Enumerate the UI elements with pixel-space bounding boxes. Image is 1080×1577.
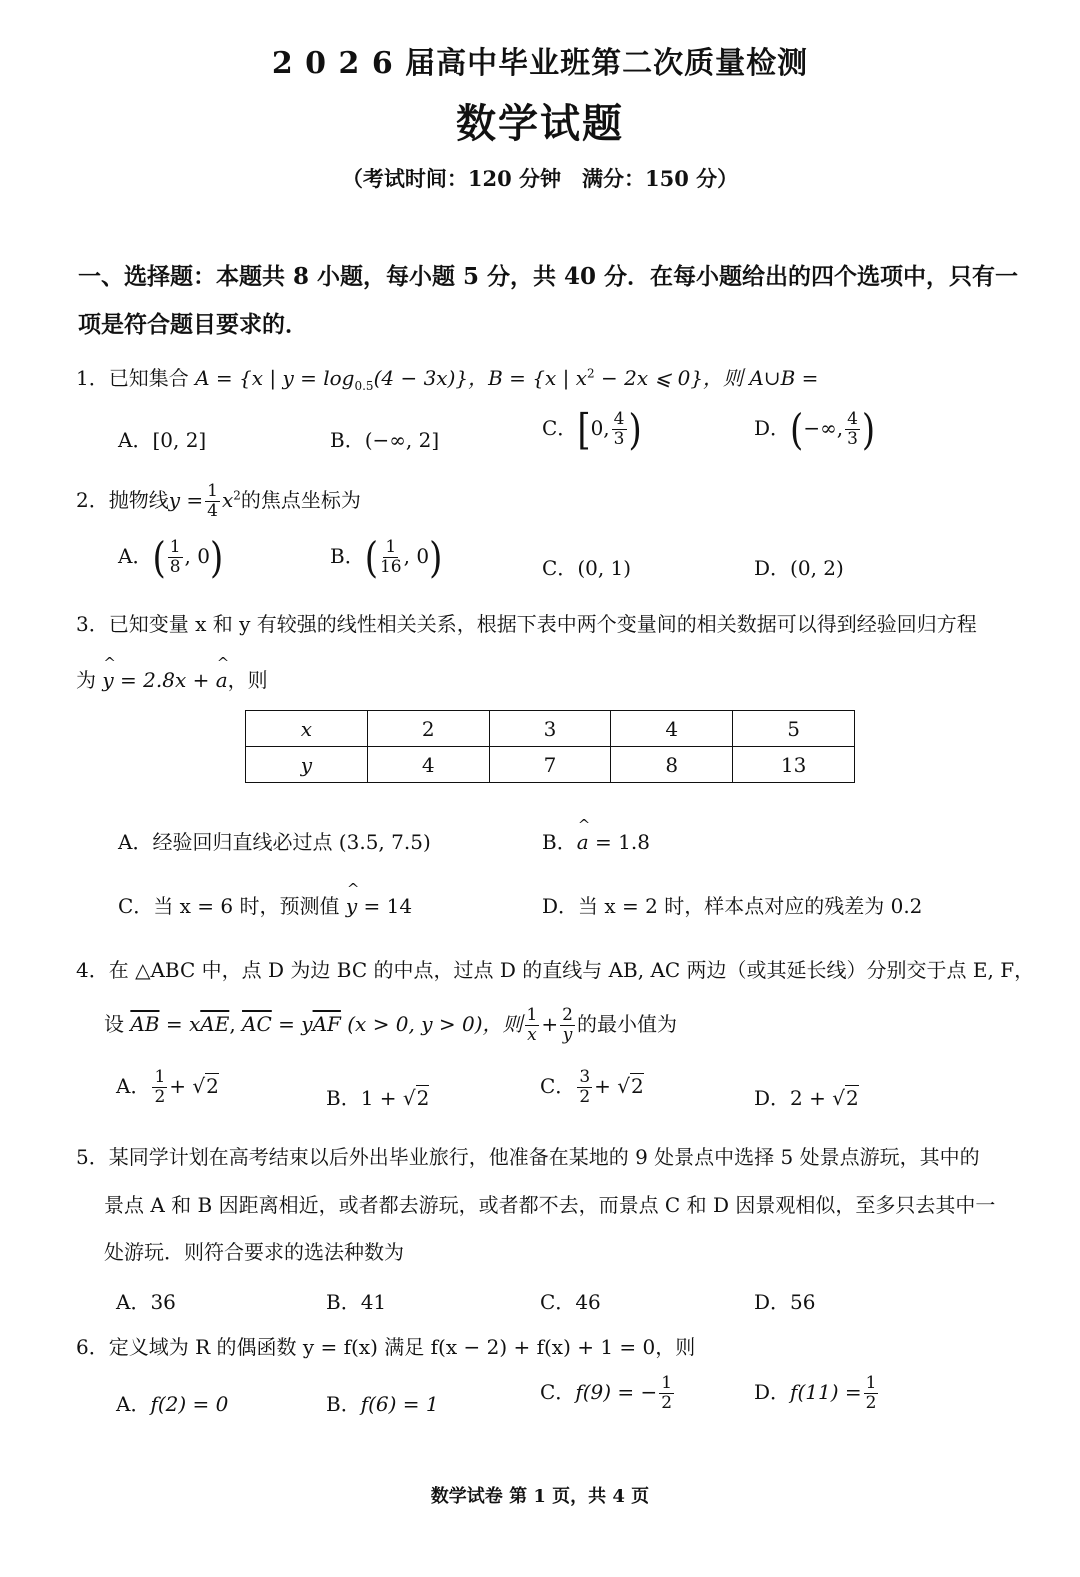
stem-text: 某同学计划在高考结束以后外出毕业旅行，他准备在某地的 9 处景点中选择 5 处景点游玩，其中的 bbox=[108, 1145, 980, 1169]
fraction: $\frac{1}{2}$ bbox=[661, 1373, 673, 1413]
vector-ae: $\overline{AE}$ bbox=[200, 1012, 230, 1036]
radicand: 2 bbox=[631, 1074, 644, 1098]
stem-text: 设 bbox=[104, 1012, 131, 1036]
q1-option-c[interactable]: C．[0, $\frac{4}{3}$ ) bbox=[542, 404, 642, 455]
q5-option-d[interactable] bbox=[754, 1286, 816, 1315]
option-label: B． bbox=[326, 1290, 361, 1314]
table-cell: 2 bbox=[367, 711, 489, 747]
q1-option-d[interactable]: D．(−∞, $\frac{4}{3}$ ) bbox=[754, 404, 876, 455]
option-label: D． bbox=[754, 1290, 791, 1314]
fraction: $\frac{1}{4}$ bbox=[207, 481, 218, 521]
option-text: 2 + √ bbox=[790, 1086, 845, 1110]
q4-option-b[interactable] bbox=[326, 1082, 429, 1111]
option-text: 36 bbox=[150, 1290, 176, 1314]
stem-tail: ，则 bbox=[227, 668, 268, 692]
condition: (x > 0, y > 0)，则 bbox=[340, 1012, 523, 1036]
q6-option-d[interactable] bbox=[754, 1374, 880, 1413]
fraction: $\frac{1}{8}$ bbox=[169, 537, 181, 577]
q5-option-a[interactable] bbox=[116, 1286, 176, 1315]
option-label: A． bbox=[118, 830, 153, 854]
option-text: −∞, bbox=[803, 416, 844, 440]
regression-eq: = 2.8x + bbox=[113, 668, 216, 692]
vector-ac: $\overline{AC}$ bbox=[242, 1012, 272, 1036]
section-heading-line2: 项是符合题目要求的． bbox=[78, 311, 308, 338]
fraction: $\frac{2}{y}$ bbox=[562, 1005, 573, 1045]
radicand: 2 bbox=[206, 1074, 219, 1098]
fraction: $\frac{1}{x}$ bbox=[526, 1005, 538, 1045]
question-4-stem-line2 bbox=[104, 1006, 677, 1045]
stem-text: 已知变量 x 和 y 有较强的线性相关关系，根据下表中两个变量间的相关数据可以得到经验回归方程 bbox=[108, 612, 977, 636]
stem-tail: 的焦点坐标为 bbox=[240, 488, 361, 512]
subject-title: 数学试题 bbox=[456, 100, 624, 147]
equation-lhs: y = bbox=[168, 488, 204, 512]
question-number: 3． bbox=[76, 612, 109, 636]
option-text: f(9) = − bbox=[575, 1380, 658, 1404]
q3-option-d[interactable] bbox=[542, 890, 922, 919]
table-row-x bbox=[246, 711, 855, 747]
log-base: 0.5 bbox=[354, 379, 374, 393]
q5-option-c[interactable] bbox=[540, 1286, 601, 1315]
eq-text: = y bbox=[271, 1012, 313, 1036]
option-text: (0, 1) bbox=[577, 556, 632, 580]
option-text: f(6) = 1 bbox=[360, 1392, 439, 1416]
option-text: 41 bbox=[360, 1290, 387, 1314]
q4-option-d[interactable] bbox=[754, 1082, 859, 1111]
question-6-stem bbox=[76, 1331, 695, 1360]
option-label: D． bbox=[754, 556, 791, 580]
stem-tail: 的最小值为 bbox=[576, 1012, 677, 1036]
table-cell: 7 bbox=[489, 747, 611, 783]
question-number: 2． bbox=[76, 488, 109, 512]
option-text: = 14 bbox=[357, 894, 413, 918]
option-text: = 1.8 bbox=[588, 830, 650, 854]
option-text: , 0 bbox=[403, 544, 430, 568]
table-cell: 8 bbox=[611, 747, 733, 783]
separator: , bbox=[229, 1012, 243, 1036]
fraction: $\frac{3}{2}$ bbox=[579, 1067, 591, 1107]
option-text: 46 bbox=[575, 1290, 601, 1314]
table-cell: y bbox=[246, 747, 368, 783]
exponent: 2 bbox=[233, 488, 241, 503]
q1-option-b[interactable] bbox=[330, 424, 439, 453]
option-label: A． bbox=[116, 1392, 151, 1416]
q6-option-b[interactable] bbox=[326, 1388, 439, 1417]
option-label: A． bbox=[116, 1290, 151, 1314]
vector-af: $\overline{AF}$ bbox=[312, 1012, 341, 1036]
option-label: B． bbox=[326, 1086, 361, 1110]
exam-title: 2 0 2 6 届高中毕业班第二次质量检测 bbox=[271, 46, 809, 81]
question-number: 6． bbox=[76, 1335, 109, 1359]
table-cell: 13 bbox=[733, 747, 855, 783]
option-label: C． bbox=[540, 1290, 576, 1314]
stem-text: 为 bbox=[76, 668, 103, 692]
q6-option-c[interactable] bbox=[540, 1374, 676, 1413]
question-1-stem bbox=[76, 362, 818, 393]
option-label: C． bbox=[540, 1380, 576, 1404]
set-b: ，B = {x | x bbox=[468, 366, 588, 390]
option-text: 当 x = 2 时，样本点对应的残差为 0.2 bbox=[578, 894, 923, 918]
radicand: 2 bbox=[416, 1086, 430, 1110]
set-a: A = {x | y = log bbox=[195, 366, 355, 390]
option-text: f(11) = bbox=[790, 1380, 862, 1404]
a-hat: ^ a bbox=[216, 668, 228, 692]
q2-option-d[interactable] bbox=[754, 552, 844, 581]
fraction: $\frac{1}{2}$ bbox=[154, 1067, 166, 1107]
stem-text: 抛物线 bbox=[108, 488, 169, 512]
table-cell: 4 bbox=[611, 711, 733, 747]
option-text: (−∞, 2] bbox=[364, 428, 440, 452]
radicand: 2 bbox=[846, 1086, 859, 1110]
data-table bbox=[245, 710, 855, 783]
exponent: 2 bbox=[587, 366, 595, 381]
question-number: 4． bbox=[76, 958, 109, 982]
q2-option-c[interactable] bbox=[542, 552, 631, 581]
question-4-stem-line1 bbox=[76, 954, 1034, 983]
question-number: 1． bbox=[76, 366, 109, 390]
vector-ab: $\overline{AB}$ bbox=[130, 1012, 160, 1036]
option-label: B． bbox=[326, 1392, 361, 1416]
stem-text: 在 △ABC 中，点 D 为边 BC 的中点，过点 D 的直线与 AB, AC 两边（或其延长线）分别交于点 E, F， bbox=[108, 958, 1035, 982]
union-expr: A∪B = bbox=[743, 366, 819, 390]
fraction: $\frac{1}{2}$ bbox=[865, 1373, 877, 1413]
option-label: B． bbox=[330, 544, 365, 568]
option-text: + √ bbox=[169, 1074, 206, 1098]
option-text: 经验回归直线必过点 (3.5, 7.5) bbox=[152, 830, 431, 854]
question-3-stem-line2 bbox=[76, 664, 268, 693]
set-b-tail: − 2x ⩽ 0}，则 bbox=[594, 366, 744, 390]
eq-text: = x bbox=[159, 1012, 201, 1036]
option-label: A． bbox=[118, 544, 153, 568]
option-text: 当 x = 6 时，预测值 bbox=[153, 894, 346, 918]
q2-option-a[interactable]: A．( $\frac{1}{8}$ , 0) bbox=[118, 532, 224, 583]
q6-option-a[interactable] bbox=[116, 1388, 228, 1417]
q2-option-b[interactable]: B．( $\frac{1}{16}$ , 0) bbox=[330, 532, 443, 583]
table-cell: 5 bbox=[733, 711, 855, 747]
table-cell: 4 bbox=[367, 747, 489, 783]
stem-text: 已知集合 bbox=[108, 366, 189, 390]
option-label: D． bbox=[754, 1086, 791, 1110]
table-row-y bbox=[246, 747, 855, 783]
q3-option-c[interactable] bbox=[118, 890, 412, 919]
option-text: (0, 2) bbox=[790, 556, 844, 580]
option-text: f(2) = 0 bbox=[150, 1392, 229, 1416]
a-hat: ^ a bbox=[577, 830, 589, 854]
q1-option-a[interactable] bbox=[118, 424, 206, 453]
table-cell: 3 bbox=[489, 711, 611, 747]
q4-option-a[interactable] bbox=[116, 1068, 219, 1107]
fraction: $\frac{4}{3}$ bbox=[847, 409, 858, 449]
question-2-stem bbox=[76, 482, 361, 521]
fraction: $\frac{4}{3}$ bbox=[613, 409, 625, 449]
y-hat: ^ y bbox=[102, 668, 113, 692]
equation-rhs: x bbox=[221, 488, 234, 512]
stem-text: 定义域为 R 的偶函数 y = f(x) 满足 f(x − 2) + f(x) + 1 = 0，则 bbox=[108, 1335, 696, 1359]
q3-option-b[interactable] bbox=[542, 826, 650, 855]
option-label: B． bbox=[330, 428, 365, 452]
question-3-stem-line1 bbox=[76, 608, 977, 637]
option-text: 56 bbox=[790, 1290, 816, 1314]
option-label: C． bbox=[542, 416, 578, 440]
question-5-stem-line3: 处游玩．则符合要求的选法种数为 bbox=[104, 1240, 404, 1264]
option-label: A． bbox=[116, 1074, 151, 1098]
option-label: D． bbox=[754, 416, 791, 440]
option-label: D． bbox=[754, 1380, 791, 1404]
option-label: D． bbox=[542, 894, 579, 918]
q5-option-b[interactable] bbox=[326, 1286, 386, 1315]
option-label: C． bbox=[542, 556, 578, 580]
section-heading-line1: 一、选择题：本题共 8 小题，每小题 5 分，共 40 分．在每小题给出的四个选项中，只有一 bbox=[78, 263, 1019, 290]
option-text: + √ bbox=[594, 1074, 630, 1098]
plus: + bbox=[541, 1012, 559, 1036]
option-text: 0, bbox=[590, 416, 610, 440]
option-label: B． bbox=[542, 830, 577, 854]
option-text: , 0 bbox=[184, 544, 210, 568]
q4-option-c[interactable] bbox=[540, 1068, 644, 1107]
option-label: A． bbox=[118, 428, 153, 452]
set-a-tail: (4 − 3x)} bbox=[373, 366, 469, 390]
option-label: C． bbox=[540, 1074, 576, 1098]
option-text: 1 + √ bbox=[360, 1086, 416, 1110]
option-label: C． bbox=[118, 894, 154, 918]
question-5-stem-line2: 景点 A 和 B 因距离相近，或者都去游玩，或者都不去，而景点 C 和 D 因景观相似，至多只去其中一 bbox=[104, 1193, 996, 1217]
fraction: $\frac{1}{16}$ bbox=[379, 537, 402, 577]
exam-info: （考试时间：120 分钟 满分：150 分） bbox=[341, 166, 739, 191]
question-number: 5． bbox=[76, 1145, 109, 1169]
option-text: [0, 2] bbox=[152, 428, 207, 452]
q3-option-a[interactable] bbox=[118, 826, 431, 855]
page-footer: 数学试卷 第 1 页，共 4 页 bbox=[430, 1486, 650, 1507]
table-cell: x bbox=[246, 711, 368, 747]
question-5-stem-line1 bbox=[76, 1141, 980, 1170]
y-hat: ^ y bbox=[346, 894, 357, 918]
